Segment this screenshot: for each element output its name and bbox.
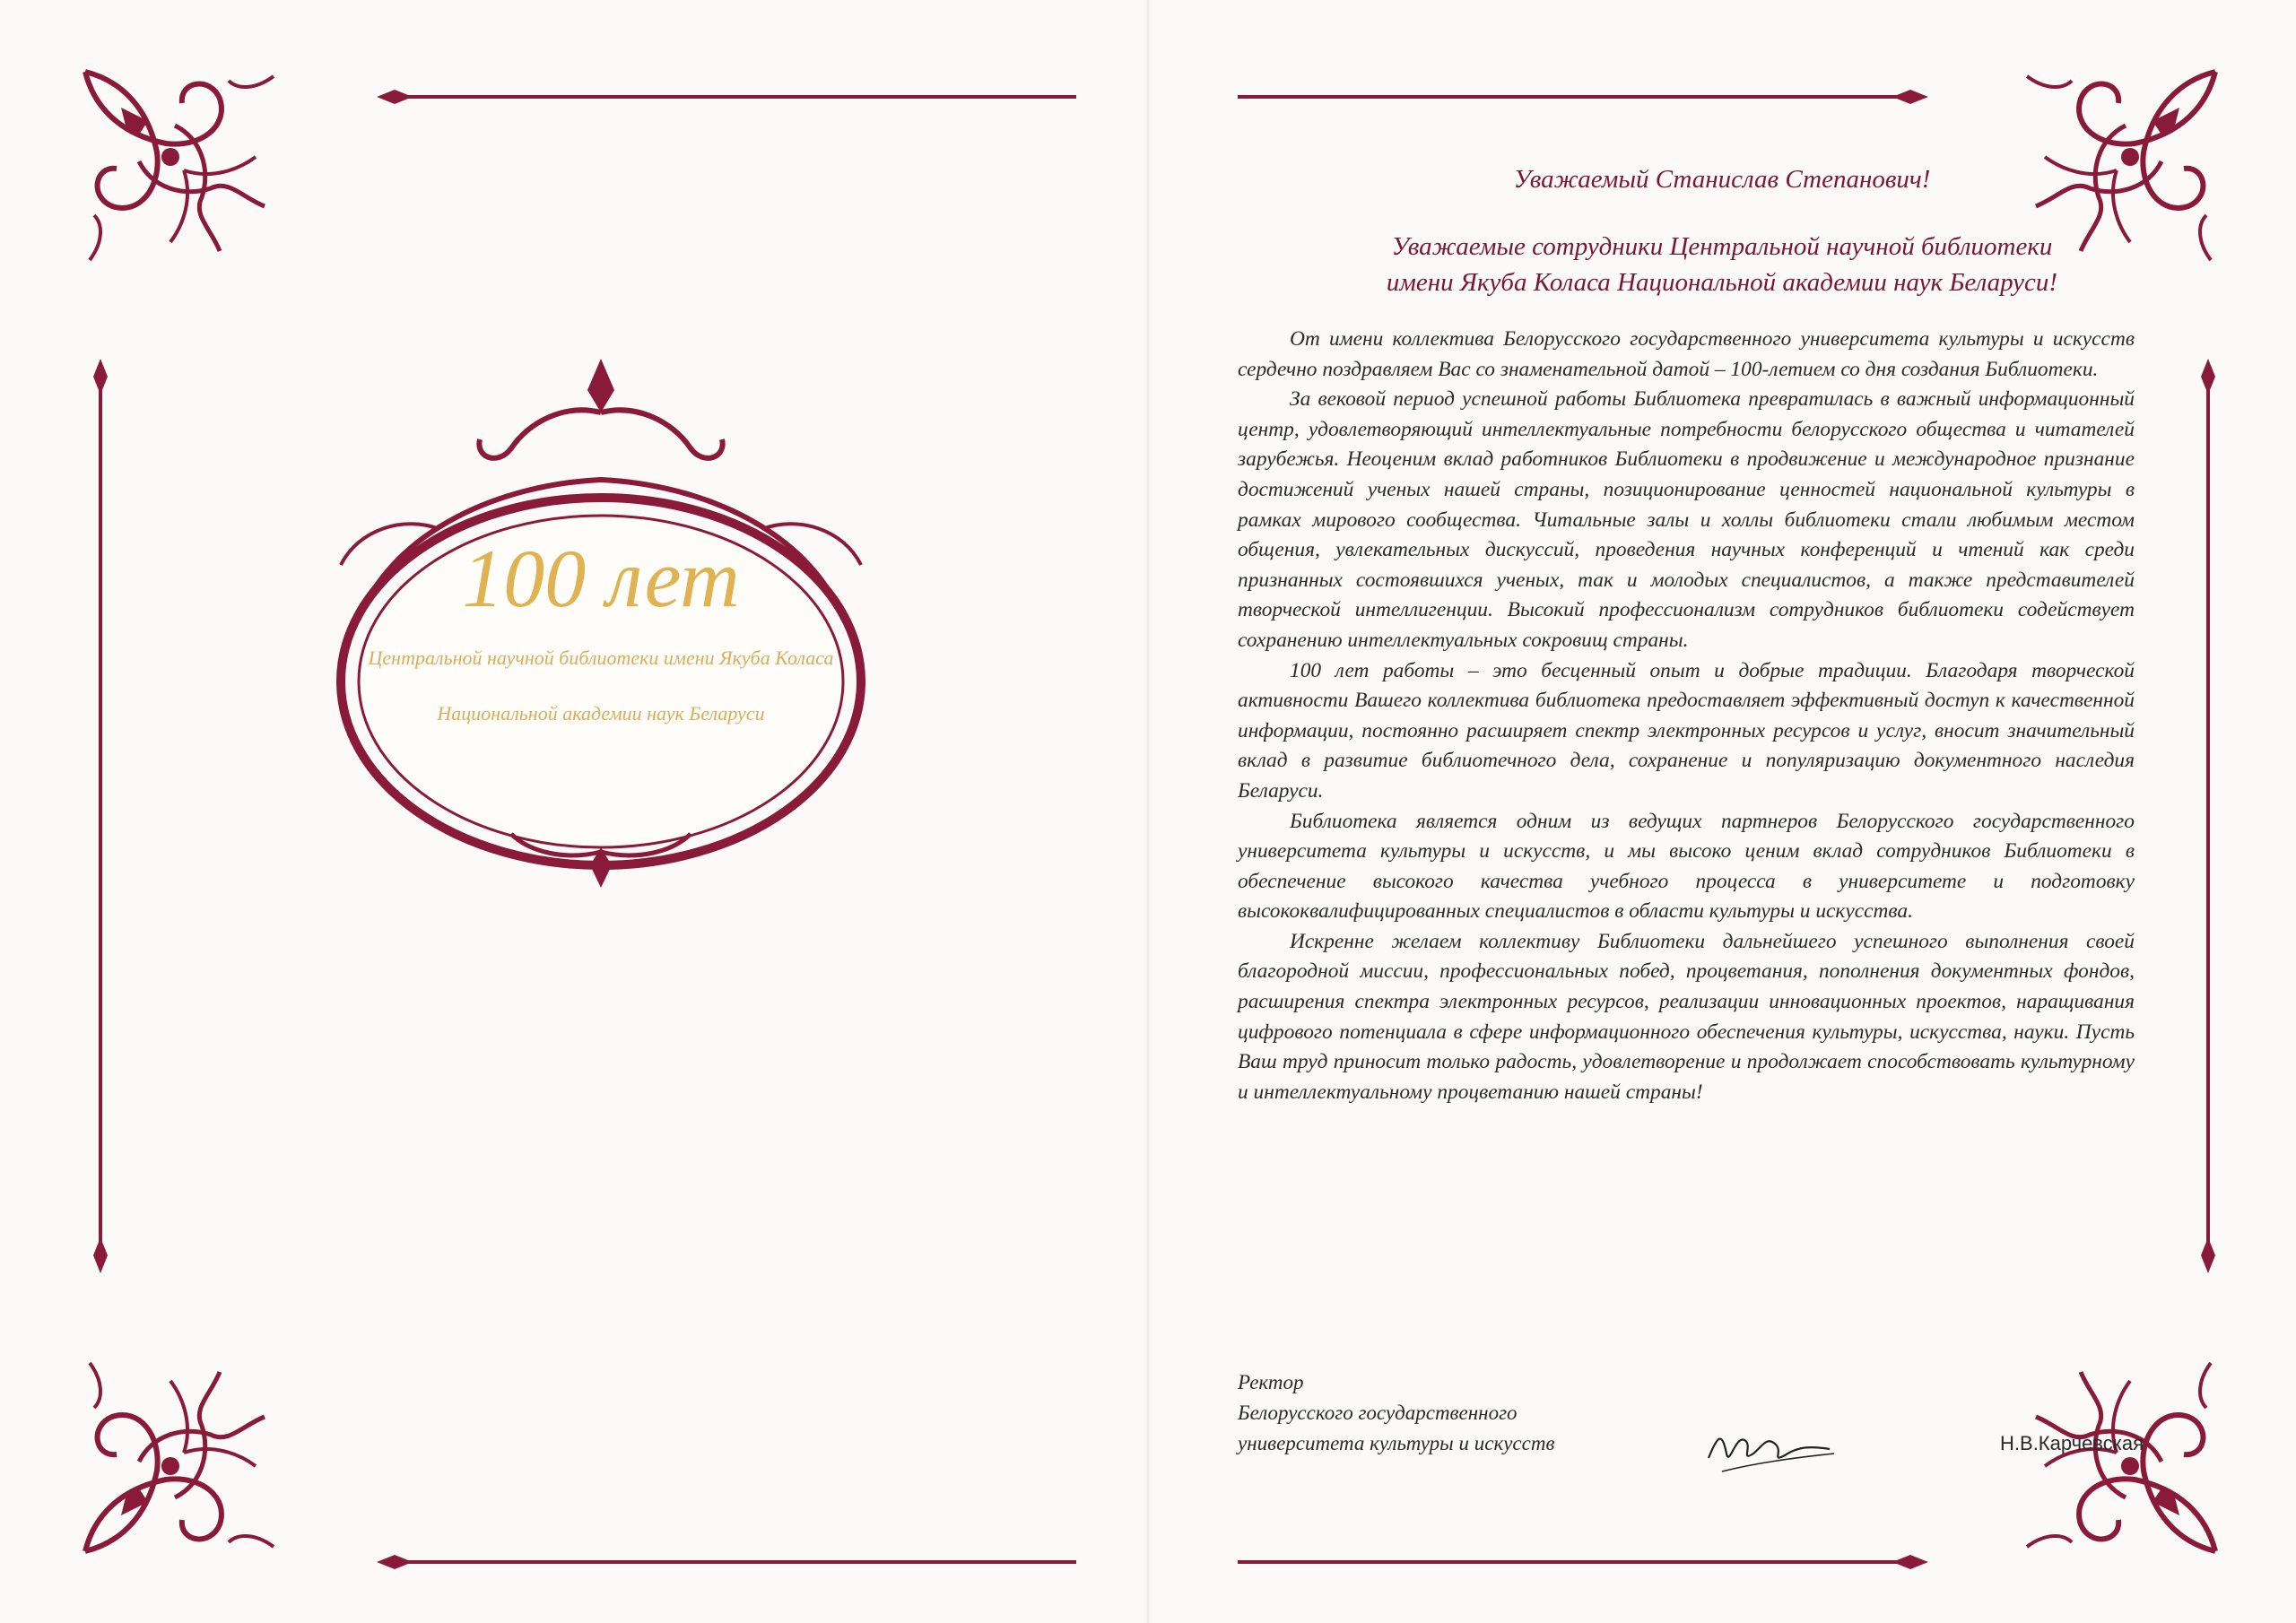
emblem-line-1: Центральной научной библиотеки имени Якуба Коласа [368, 647, 834, 669]
paragraph-2: За вековой период успешной работы Библиотека превратилась в важный информационный центр, удовлетворяющий интеллектуальные потребности белорусского общества и читателей зарубежья. Неоценим вклад работников Библиотеки в продвижение и международное признание достижений ученых нашей страны, позиционирование ценностей национальной культуры в рамках мирового сообщества. Читальные залы и холлы библиотеки стали любимым местом общения, увлекательных дискуссий, проведения научных конференций и чтений как среди признанных состоявшихся ученых, так и молодых специалистов, а также представителей творческой интеллигенции. Высокий профессионализм сотрудников библиотеки содействует сохранению интеллектуальных сокровищ страны. [1238, 387, 2135, 652]
salutation-2-line-1: Уважаемые сотрудники Центральной научной библиотеки [1391, 232, 2053, 261]
right-page [1148, 0, 2296, 1623]
corner-ornament-bottom-left [85, 1363, 274, 1551]
emblem-frame [323, 350, 879, 906]
signature-block [1238, 1367, 2144, 1466]
salutation-2-line-2: имени Якуба Коласа Национальной академии наук Беларуси! [1386, 268, 2058, 297]
emblem-title: 100 лет [462, 533, 740, 624]
salutation-1: Уважаемый Станислав Степанович! [1513, 165, 1931, 194]
salutation-2 [1148, 229, 2296, 300]
paragraph-1: От имени коллектива Белорусского государственного университета культуры и искусств сердечно поздравляем Вас со знаменательной датой – 100-летием со дня создания Библиотеки. [1238, 327, 2135, 381]
signer-title [1238, 1367, 1554, 1459]
signer-title-line-1: Ректор [1238, 1371, 1304, 1393]
corner-ornament-top-left [85, 72, 274, 260]
signer-title-line-3: университета культуры и искусств [1238, 1432, 1555, 1454]
paragraph-3: 100 лет работы – это бесценный опыт и добрые традиции. Благодаря творческой активности Вашего коллектива библиотека предоставляет эффективный доступ к качественной информации, постоянно расширяет спектр электронных ресурсов и услуг, вносит значительный вклад в развитие библиотечного дела, сохранение и популяризацию документного наследия Беларуси. [1238, 658, 2135, 803]
paragraph-4: Библиотека является одним из ведущих партнеров Белорусского государственного университета культуры и искусств, и мы высоко ценим вклад сотрудников Библиотеки в обеспечение высокого качества учебного процесса в университете и подготовку высококвалифицированных специалистов в области культуры и искусства. [1238, 809, 2135, 924]
handwritten-signature [1704, 1418, 1839, 1480]
letter-body [1238, 325, 2135, 1107]
paragraph-5: Искренне желаем коллективу Библиотеки дальнейшего успешного выполнения своей благородной миссии, профессиональных побед, процветания, пополнения документных фондов, расширения спектра электронных ресурсов, реализации инновационных проектов, наращивания цифрового потенциала в сфере информационного обеспечения культуры, искусства, науки. Пусть Ваш труд приносит только радость, удовлетворение и продолжает способствовать культурному и интеллектуальному процветанию нашей страны! [1238, 929, 2135, 1104]
signer-title-line-2: Белорусского государственного [1238, 1402, 1518, 1424]
emblem-line-2: Национальной академии наук Беларуси [437, 702, 765, 725]
anniversary-emblem [323, 350, 879, 906]
signer-name: Н.В.Карчевская [2000, 1432, 2144, 1454]
